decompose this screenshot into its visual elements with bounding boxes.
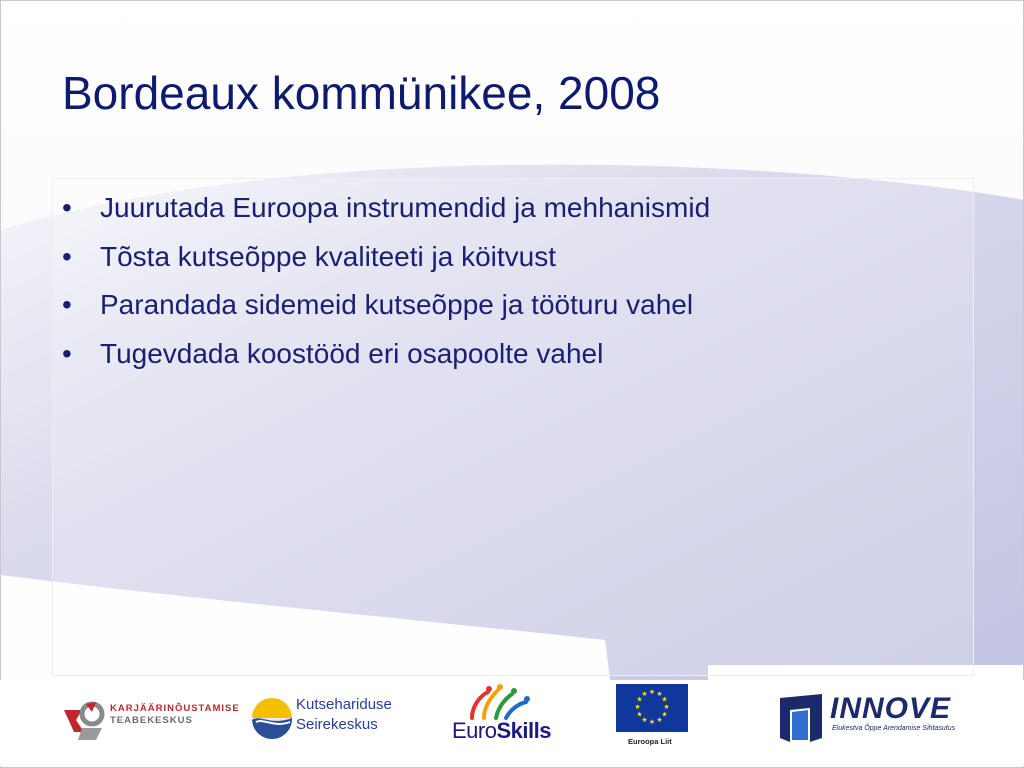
kutseharidus-line2: Seirekeskus bbox=[296, 716, 378, 733]
svg-text:★: ★ bbox=[636, 710, 643, 719]
karjaar-line1: KARJÄÄRINÕUSTAMISE bbox=[110, 703, 240, 714]
bullet-item bbox=[58, 184, 710, 233]
kutseharidus-line1: Kutsehariduse bbox=[296, 696, 392, 713]
innove-emblem-icon bbox=[776, 692, 826, 744]
svg-text:★: ★ bbox=[641, 716, 648, 724]
svg-text:★: ★ bbox=[661, 695, 668, 704]
euroskills-wordmark: EuroSkills bbox=[452, 718, 551, 743]
bullet-text: Tõsta kutseõppe kvaliteeti ja köitvust bbox=[100, 240, 557, 272]
bullet-list bbox=[58, 184, 710, 378]
innove-name: INNOVE bbox=[830, 692, 952, 725]
bullet-dot-icon: • bbox=[62, 289, 72, 320]
bullet-item bbox=[58, 330, 710, 379]
bullet-text: Juurutada Euroopa instrumendid ja mehhanismid bbox=[100, 192, 711, 223]
bullet-text: Tugevdada koostööd eri osapoolte vahel bbox=[100, 337, 604, 369]
kutseharidus-logo bbox=[250, 690, 410, 746]
bullet-dot-icon: • bbox=[62, 192, 72, 223]
eu-caption: Euroopa Liit bbox=[628, 737, 672, 746]
eu-stars-icon bbox=[616, 684, 688, 732]
svg-text:★: ★ bbox=[656, 716, 663, 724]
bullet-text: Parandada sidemeid kutseõppe ja tööturu vahel bbox=[100, 289, 694, 320]
eu-flag-icon bbox=[616, 684, 688, 732]
karjaar-logo bbox=[62, 698, 240, 746]
svg-text:★: ★ bbox=[636, 695, 643, 704]
eu-logo bbox=[614, 684, 690, 748]
slide-title: Bordeaux kommünikee, 2008 bbox=[62, 67, 661, 119]
karjaar-line2: TEABEKESKUS bbox=[110, 715, 193, 726]
svg-text:★: ★ bbox=[648, 688, 656, 696]
innove-logo bbox=[776, 690, 976, 746]
svg-text:★: ★ bbox=[634, 703, 641, 711]
svg-text:★: ★ bbox=[663, 703, 670, 711]
svg-text:★: ★ bbox=[661, 710, 668, 719]
svg-text:★: ★ bbox=[641, 690, 648, 698]
bullet-dot-icon: • bbox=[62, 337, 72, 369]
svg-text:★: ★ bbox=[648, 718, 656, 726]
kutseharidus-emblem-icon bbox=[250, 694, 294, 744]
karjaar-emblem-icon bbox=[62, 698, 108, 744]
bullet-item bbox=[58, 281, 710, 330]
svg-text:★: ★ bbox=[656, 690, 663, 698]
bullet-dot-icon: • bbox=[62, 240, 72, 272]
euroskills-logo bbox=[448, 684, 552, 744]
innove-tagline: Elukestva Õppe Arendamise Sihtasutus bbox=[832, 725, 956, 732]
bullet-item bbox=[58, 233, 710, 282]
euroskills-swirl-icon bbox=[462, 684, 532, 722]
